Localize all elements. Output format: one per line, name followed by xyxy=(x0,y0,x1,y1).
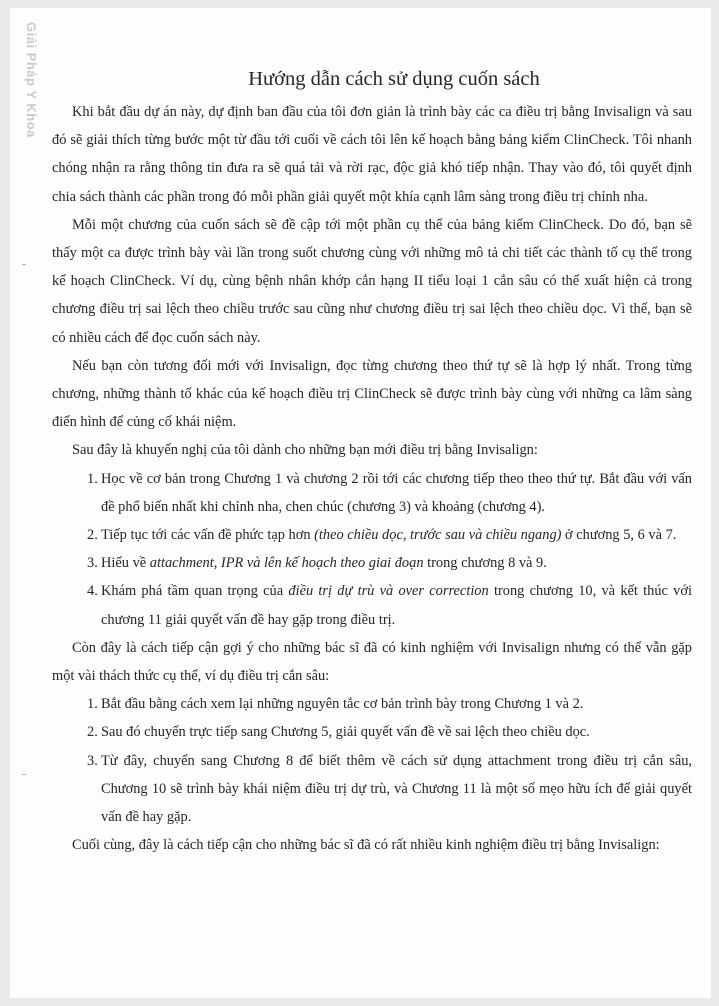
document-page xyxy=(10,8,711,998)
list-item: 4. Khám phá tầm quan trọng của điều trị dự trù và over correction trong chương 10, và kết thúc với chương 11 giải quyết vấn đề hay gặp trong điều trị. xyxy=(87,583,692,628)
list-item: 1. Học về cơ bản trong Chương 1 và chương 2 rồi tới các chương tiếp theo theo thứ tự. Bắt đầu với vấn đề phổ biến nhất khi chỉnh nha, chen chúc (chương 3) và khoảng (chương 4). xyxy=(87,470,692,515)
paragraph-new-users: Nếu bạn còn tương đối mới với Invisalign, đọc từng chương theo thứ tự sẽ là hợp lý nhất. Trong từng chương, những thành tố khác của kế hoạch điều trị ClinCheck sẽ được trình bày cùng với những ca lâm sàng điển hình để củng cố khái niệm. xyxy=(52,357,692,431)
paragraph-experienced: Còn đây là cách tiếp cận gợi ý cho những bác sĩ đã có kinh nghiệm với Invisalign nhưng có thể vẫn gặp một vài thách thức cụ thể, ví dụ điều trị cắn sâu: xyxy=(52,639,692,685)
paragraph-intro: Khi bắt đầu dự án này, dự định ban đầu của tôi đơn giản là trình bày các ca điều trị bằng Invisalign và sau đó sẽ giải thích từng bước một từ đầu tới cuối về cách tôi lên kế hoạch bằng bảng kiểm ClinCheck. Tôi nhanh chóng nhận ra rằng thông tin đưa ra sẽ quá tải và rời rạc, độc giả khó tiếp nhận. Thay vào đó, tôi quyết định chia sách thành các phần trong đó mỗi phần giải quyết một khía cạnh lâm sàng trong điều trị chỉnh nha. xyxy=(52,104,692,205)
paragraph-recommendation: Sau đây là khuyến nghị của tôi dành cho những bạn mới điều trị bằng Invisalign: xyxy=(72,442,538,459)
page-title: Hướng dẫn cách sử dụng cuốn sách xyxy=(248,68,540,90)
list-item: 2. Tiếp tục tới các vấn đề phức tạp hơn (theo chiều dọc, trước sau và chiều ngang) ở chương 5, 6 và 7. xyxy=(87,527,677,544)
list-item: 2. Sau đó chuyển trực tiếp sang Chương 5, giải quyết vấn đề về sai lệch theo chiều dọc. xyxy=(87,724,590,741)
list-item: 1. Bắt đầu bằng cách xem lại những nguyên tắc cơ bản trình bày trong Chương 1 và 2. xyxy=(87,696,584,713)
watermark: Giải Pháp Y Khoa xyxy=(24,22,39,138)
list-experienced xyxy=(52,690,692,831)
list-item: 3. Hiểu về attachment, IPR và lên kế hoạch theo giai đoạn trong chương 8 và 9. xyxy=(87,555,547,572)
list-new-users xyxy=(52,465,692,634)
paragraph-advanced: Cuối cùng, đây là cách tiếp cận cho những bác sĩ đã có rất nhiều kinh nghiệm điều trị bằng Invisalign: xyxy=(72,837,660,854)
paragraph-chapters: Mỗi một chương của cuốn sách sẽ đề cập tới một phần cụ thể của bảng kiểm ClinCheck. Do đó, bạn sẽ thấy một ca được trình bày vài lần trong suốt chương cùng với những mô tả chi tiết các thành tố cụ thể trong kế hoạch ClinCheck. Ví dụ, cùng bệnh nhân khớp cắn hạng II tiểu loại 1 cắn sâu có thể xuất hiện cả trong chương điều trị sai lệch theo chiều trước sau cũng như chương điều trị sai lệch theo chiều dọc. Vì thế, bạn sẽ có nhiều cách để đọc cuốn sách này. xyxy=(52,216,692,346)
list-item: 3. Từ đây, chuyển sang Chương 8 để biết thêm về cách sử dụng attachment trong điều trị cắn sâu, Chương 10 sẽ trình bày khái niệm điều trị dự trù, và Chương 11 là một số mẹo hữu ích để giải quyết vấn đề hay gặp. xyxy=(87,752,692,826)
document-content xyxy=(52,64,692,859)
edge-mark xyxy=(22,774,26,775)
edge-mark xyxy=(22,264,26,265)
